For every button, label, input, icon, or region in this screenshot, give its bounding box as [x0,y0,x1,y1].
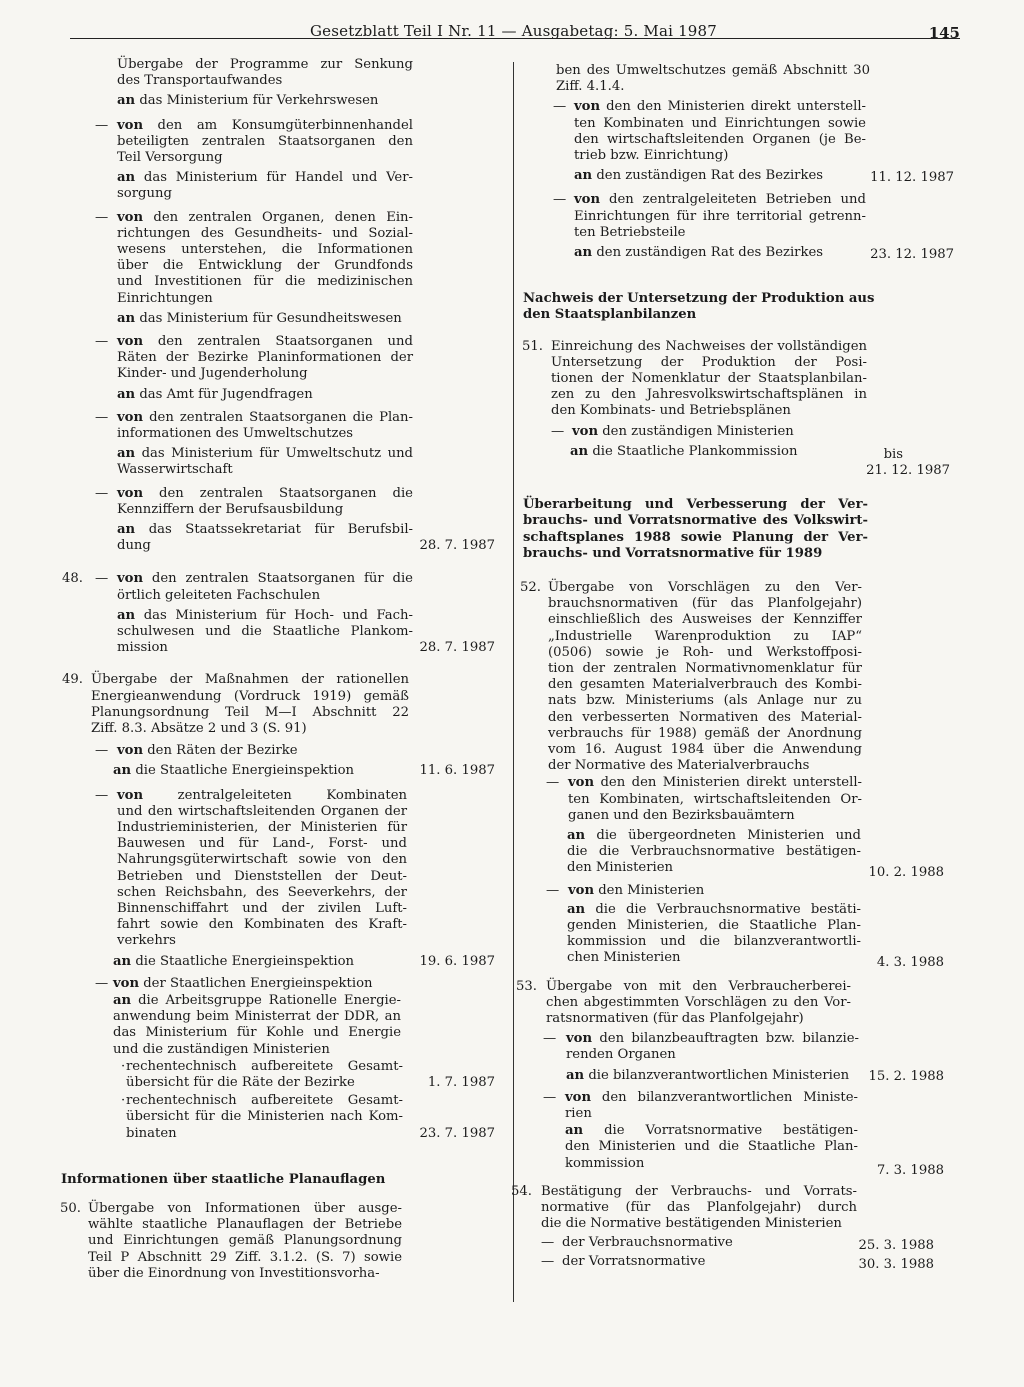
text-line: den gesamten Materialverbrauch des Kombi- [548,677,862,693]
von-line: Einrichtungen für ihre territorial getrenn- [574,208,866,224]
intro-line: Übergabe der Programme zur Senkung [117,57,413,72]
text-line: zen zu den Jahresvolkswirtschaftsplänen in [551,387,867,403]
section-heading: Nachweis der Untersetzung der Produktion aus [523,291,875,307]
text-line: Teil P Abschnitt 29 Ziff. 3.1.2. (S. 7) sowie [88,1249,402,1265]
deadline-date: 28. 7. 1987 [419,640,495,656]
text-line: Untersetzung der Produktion der Posi- [551,354,867,370]
sub-line: rechentechnisch aufbereitete Gesamt- [126,1093,403,1109]
section-heading: Überarbeitung und Verbesserung der Ver- [523,497,868,513]
bullet: · [121,1058,126,1074]
deadline-date: 15. 2. 1988 [868,1068,944,1084]
von-line: Betrieben und Dienststellen der Deut- [117,868,407,884]
von-line: ten Kombinaten, wirtschaftsleitenden Or- [568,791,862,807]
dash-marker: — [553,192,567,208]
text-line: ben des Umweltschutzes gemäß Abschnitt 30 [556,63,870,78]
text-line: chen abgestimmten Vorschlägen zu den Vor- [546,994,851,1010]
von-line: von den am Konsumgüterbinnenhandel [117,117,413,133]
dash-marker: — [95,571,109,587]
intro-line: des Transportaufwandes [117,73,283,89]
item-number: 50. [60,1201,81,1216]
page-number: 145 [928,24,960,42]
deadline-date: 19. 6. 1987 [419,953,495,969]
deadline-date: 25. 3. 1988 [858,1238,934,1254]
dash-marker: — [541,1253,555,1269]
text-line: Übergabe von mit den Verbraucherberei- [546,978,851,994]
dash-marker: — [543,1031,557,1047]
von-line: den wirtschaftsleitenden Organen (je Be- [574,131,866,147]
dash-marker: — [553,99,567,115]
text-line: den Kombinats- und Betriebsplänen [551,403,791,419]
von-line: von den zentralen Staatsorganen die [117,485,413,501]
item-number: 48. [62,571,83,587]
von-line: von den bilanzverantwortlichen Ministe- [565,1089,858,1105]
list-item: der Vorratsnormative [562,1253,706,1269]
text-line: ratsnormativen (für das Planfolgejahr) [546,1011,804,1026]
an-line: den Ministerien und die Staatliche Plan- [565,1139,858,1155]
von-line: Binnenschiffahrt und der zivilen Luft- [117,901,407,916]
text-line: vom 16. August 1984 über die Anwendung [548,742,862,757]
header-rule [70,38,960,39]
an-line: genden Ministerien, die Staatliche Plan- [567,918,861,933]
von-line: ganen und den Bezirksbauämtern [568,807,795,823]
von: von den Räten der Bezirke [117,743,298,759]
deadline-date: 11. 6. 1987 [419,763,495,779]
deadline-date: 11. 12. 1987 [870,170,954,186]
an-line: schulwesen und die Staatliche Plankom- [117,624,413,639]
an-line: und die zuständigen Ministerien [113,1041,330,1057]
von-line: beteiligten zentralen Staatsorganen den [117,133,413,149]
von-line: und den wirtschaftsleitenden Organen der [117,803,407,819]
von-line: ten Betriebsteile [574,224,686,240]
dash-marker: — [95,485,109,501]
an: an die bilanzverantwortlichen Ministerien [566,1067,850,1083]
an-line: chen Ministerien [567,950,681,966]
an-line: an die Arbeitsgruppe Rationelle Energie- [113,993,401,1008]
von-line: schen Reichsbahn, des Seeverkehrs, der [117,884,407,900]
an: an die Staatliche Plankommission [570,443,798,459]
von-line: Kennziffern der Berufsausbildung [117,501,344,517]
dash-marker: — [543,1089,557,1105]
dash-marker: — [95,409,109,425]
dash-marker: — [546,775,560,791]
von-line: über die Entwicklung der Grundfonds [117,258,413,274]
text-line: die die Normative bestätigenden Ministerien [541,1216,842,1232]
dash-marker: — [95,743,109,759]
an: an die Staatliche Energieinspektion [113,763,355,779]
von-line: und Investitionen für die medizinischen [117,274,413,290]
an-line: mission [117,640,168,656]
an-line: kommission und die bilanzverantwortli- [567,934,861,950]
deadline-date: 23. 7. 1987 [419,1125,495,1141]
dash-marker: — [551,423,565,439]
item-number: 52. [520,580,541,595]
text-line: verbrauchs für 1988) gemäß der Anordnung [548,725,862,741]
an-line: an das Ministerium für Hoch- und Fach- [117,607,413,623]
von-line: von den zentralen Organen, denen Ein- [117,209,413,225]
text-line: einschließlich des Ausweises der Kennziffer [548,612,862,628]
von-line: von den zentralgeleiteten Betrieben und [574,192,866,208]
section-heading: Informationen über staatliche Planauflagen [61,1171,386,1187]
von-line: von den zentralen Staatsorganen für die [117,571,413,587]
recipient: an das Ministerium für Verkehrswesen [117,93,379,109]
von-line: von den den Ministerien direkt unterstell- [574,99,866,115]
an: an den zuständigen Rat des Bezirkes [574,168,824,184]
gazette-title: Gesetzblatt Teil I Nr. 11 — Ausgabetag: 5. Mai 1987 [310,22,718,40]
sub-line: binaten [126,1125,177,1141]
an-line: den Ministerien [567,860,674,876]
von-line: trieb bzw. Einrichtung) [574,148,729,163]
text-line: Einreichung des Nachweises der vollständigen [551,338,867,354]
sub-line: übersicht für die Ministerien nach Kom- [126,1109,403,1125]
an-line: an die übergeordneten Ministerien und [567,828,861,843]
text-line: Planungsordnung Teil M—I Abschnitt 22 [91,704,409,720]
dash-marker: — [541,1235,555,1251]
an: an die Staatliche Energieinspektion [113,953,355,969]
an-line: an die Vorratsnormative bestätigen- [565,1123,858,1139]
deadline-date: 10. 2. 1988 [868,865,944,881]
von-line: von zentralgeleiteten Kombinaten [117,787,407,803]
an: an den zuständigen Rat des Bezirkes [574,245,824,260]
text-line: Ziff. 4.1.4. [556,79,625,95]
von-line: von den zentralen Staatsorganen und [117,334,413,349]
an-line: das Ministerium für Kohle und Energie [113,1025,401,1041]
dash-marker: — [95,975,109,991]
text-line: nats bzw. Ministeriums (als Anlage nur zu [548,693,862,709]
dash-marker: — [95,209,109,225]
deadline-date: 30. 3. 1988 [858,1256,934,1272]
item-number: 49. [62,672,83,688]
section-heading: brauchs- und Vorratsnormative des Volkswirt- [523,513,868,529]
an-line: Wasserwirtschaft [117,462,233,478]
von-line: von den zentralen Staatsorganen die Plan- [117,409,413,425]
von: von den zuständigen Ministerien [572,423,794,439]
dash-marker: — [95,334,109,349]
von-line: informationen des Umweltschutzes [117,426,354,441]
an-line: an das Ministerium für Handel und Ver- [117,170,413,186]
von-line: verkehrs [117,933,176,949]
an-line: anwendung beim Ministerrat der DDR, an [113,1009,401,1025]
von-line: Einrichtungen [117,290,213,306]
an-line: an das Ministerium für Umweltschutz und [117,446,413,462]
von-line: Industrieministerien, der Ministerien für [117,820,407,835]
an-line: an das Staatssekretariat für Berufsbil- [117,522,413,537]
text-line: wählte staatliche Planauflagen der Betriebe [88,1217,402,1233]
deadline-date: 21. 12. 1987 [866,463,950,478]
von-line: richtungen des Gesundheits- und Sozial- [117,225,413,241]
von-line: wesens unterstehen, die Informationen [117,242,413,257]
section-heading: brauchs- und Vorratsnormative für 1989 [523,545,823,561]
deadline-date: 1. 7. 1987 [427,1075,495,1090]
von-line: fahrt sowie den Kombinaten des Kraft- [117,917,407,933]
text-line: Ziff. 8.3. Absätze 2 und 3 (S. 91) [91,721,307,736]
an-line: an die die Verbrauchsnormative bestäti- [567,901,861,917]
von-line: Kinder- und Jugenderholung [117,366,308,382]
von-line: von den den Ministerien direkt unterstell- [568,775,862,791]
list-item: der Verbrauchsnormative [562,1235,733,1251]
bullet: · [121,1093,126,1109]
text-line: „Industrielle Warenproduktion zu IAP“ [548,628,862,644]
von-line: rien [565,1106,592,1121]
von-line: Nahrungsgüterwirtschaft sowie von den [117,852,407,868]
an-line: sorgung [117,186,172,202]
deadline-date: 7. 3. 1988 [876,1162,944,1178]
dash-marker: — [95,117,109,133]
von-line: Räten der Bezirke Planinformationen der [117,350,413,366]
von: von den Ministerien [568,882,705,898]
sub-line: übersicht für die Räte der Bezirke [126,1075,355,1090]
item-number: 51. [522,338,543,354]
an-line: an das Amt für Jugendfragen [117,386,313,402]
von-line: ten Kombinaten und Einrichtungen sowie [574,115,866,131]
item-number: 53. [516,978,537,994]
an-line: an das Ministerium für Gesundheitswesen [117,310,402,326]
text-line: Energieanwendung (Vordruck 1919) gemäß [91,688,409,704]
item-number: 54. [511,1183,532,1199]
von-line: Bauwesen und für Land-, Forst- und [117,836,407,852]
von-line: örtlich geleiteten Fachschulen [117,587,321,603]
text-line: und Einrichtungen gemäß Planungsordnung [88,1233,402,1249]
section-heading: den Staatsplanbilanzen [523,307,697,323]
column-divider [513,62,514,1302]
text-line: Bestätigung der Verbrauchs- und Vorrats- [541,1183,857,1199]
text-line: tion der zentralen Normativnomenklatur für [548,661,862,676]
dash-marker: — [546,882,560,898]
text-line: der Normative des Materialverbrauchs [548,758,810,774]
an-line: dung [117,538,151,554]
von-line: von den bilanzbeauftragten bzw. bilanzie- [566,1031,859,1047]
text-line: Übergabe von Informationen über ausge- [88,1201,402,1216]
text-line: über die Einordnung von Investitionsvorha- [88,1265,380,1281]
dash-marker: — [95,787,109,803]
deadline-date: bis [883,446,903,462]
text-line: brauchsnormativen (für das Planfolgejahr) [548,596,862,612]
text-line: den verbesserten Normativen des Material- [548,709,862,725]
text-line: Übergabe von Vorschlägen zu den Ver- [548,580,862,595]
von: von der Staatlichen Energieinspektion [113,975,373,991]
an-line: die die Verbrauchsnormative bestätigen- [567,844,861,860]
an-line: kommission [565,1155,645,1171]
text-line: Übergabe der Maßnahmen der rationellen [91,672,409,688]
deadline-date: 28. 7. 1987 [419,538,495,554]
von-line: renden Organen [566,1047,676,1063]
text-line: tionen der Nomenklatur der Staatsplanbilan- [551,371,867,386]
deadline-date: 4. 3. 1988 [876,955,944,971]
von-line: Teil Versorgung [117,150,223,165]
section-heading: schaftsplanes 1988 sowie Planung der Ver- [523,529,868,545]
sub-line: rechentechnisch aufbereitete Gesamt- [126,1058,403,1074]
deadline-date: 23. 12. 1987 [870,247,954,262]
text-line: (0506) sowie je Roh- und Werkstoffposi- [548,644,862,660]
text-line: normative (für das Planfolgejahr) durch [541,1200,857,1215]
